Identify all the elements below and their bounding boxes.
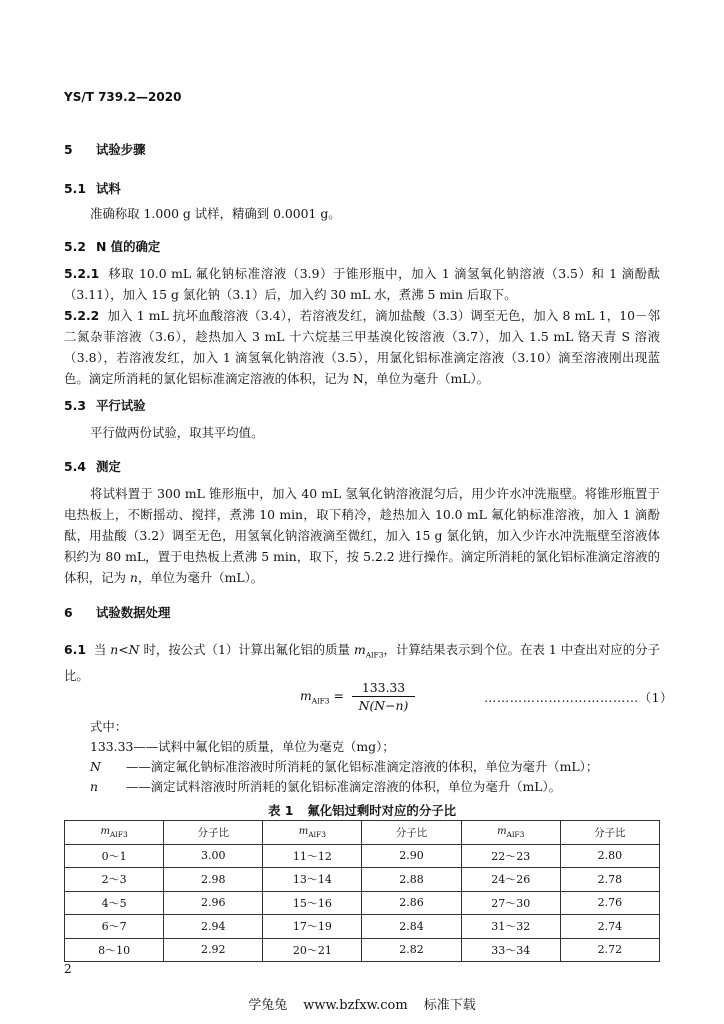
table-cell: 31～32 <box>461 915 560 939</box>
section-number: 5.1 <box>64 181 86 196</box>
ratio-table <box>64 820 660 962</box>
section-number: 6 <box>64 605 73 620</box>
variable-m: m <box>353 642 366 657</box>
header-sub: AlF3 <box>308 830 327 840</box>
table-cell: 3.00 <box>164 844 263 868</box>
table-caption <box>0 801 724 819</box>
denominator-part: ) <box>403 698 409 713</box>
clause-number: 5.2.1 <box>64 266 100 281</box>
definition-row <box>90 777 670 795</box>
table-cell: 2.84 <box>362 915 461 939</box>
table-header-row <box>65 821 660 845</box>
section-number: 5.2 <box>64 239 86 254</box>
equation-number: ………………………………（1） <box>484 690 673 705</box>
definition-desc: ——试料中氟化铝的质量，单位为毫克（mg）； <box>133 739 395 754</box>
denominator-part: N(N− <box>358 698 396 713</box>
clause-number: 5.2.2 <box>64 308 100 323</box>
text-part: 当 <box>93 642 111 657</box>
text-part: ，计算结果表示到个位。在表 1 中查出对应的分子比。 <box>64 642 660 684</box>
col-header-ratio: 分子比 <box>560 821 659 845</box>
text-part: 将试料置于 300 mL 锥形瓶中，加入 40 mL 氢氧化钠溶液混匀后，用少许水冲洗瓶壁。将锥形瓶置于电热板上，不断摇动、搅拌，煮沸 10 min，取下稍冷，趁热加入 10.0 mL 氟化钠标准溶液，加入 1 滴酚酞，用盐酸（3.2）调至无色，用氢氧化钠溶液滴至微红，加入 15 g 氯化钠，加入少许水冲洗瓶壁至溶液体积约为 80 mL，置于电热板上煮沸 5 min，取下，按 5.2.2 进行操作。滴定所消耗的氯化铝标准滴定溶液的体积，记为 <box>64 486 660 585</box>
definition-desc: ——滴定试料溶液时所消耗的氯化铝标准滴定溶液的体积，单位为毫升（mL）。 <box>126 779 562 794</box>
table-cell: 2.78 <box>560 868 659 892</box>
site-name: 学兔兔 <box>248 998 288 1013</box>
subscript: AlF3 <box>365 650 384 660</box>
table-cell: 2.82 <box>362 938 461 962</box>
table-cell: 33～34 <box>461 938 560 962</box>
text-part: 时，按公式（1）计算出氟化铝的质量 <box>139 642 354 657</box>
table-cell: 2.96 <box>164 891 263 915</box>
variable-n: n <box>110 642 119 657</box>
table-cell: 2～3 <box>65 868 164 892</box>
table-cell: 2.72 <box>560 938 659 962</box>
section-title: 测定 <box>96 459 121 474</box>
header-sub: AlF3 <box>109 830 128 840</box>
header-m: m <box>497 826 507 838</box>
section-title: N 值的确定 <box>96 239 161 254</box>
standard-code: YS/T 739.2—2020 <box>64 90 182 104</box>
table-cell: 2.86 <box>362 891 461 915</box>
clause-5-2-2 <box>64 305 660 389</box>
table-cell: 27～30 <box>461 891 560 915</box>
section-6-heading <box>64 603 170 621</box>
table-cell: 2.92 <box>164 938 263 962</box>
section-5-1-heading <box>64 179 121 197</box>
table-row <box>65 891 660 915</box>
definition-symbol: 133.33 <box>90 739 134 754</box>
where-label: 式中： <box>90 719 128 734</box>
less-than: < <box>118 642 129 657</box>
table-cell: 11～12 <box>263 844 362 868</box>
table-cell: 8～10 <box>65 938 164 962</box>
table-cell: 0～1 <box>65 844 164 868</box>
clause-text: 移取 10.0 mL 氟化钠标准溶液（3.9）于锥形瓶中，加入 1 滴氢氧化钠溶液（3.5）和 1 滴酚酞（3.11），加入 15 g 氯化钠（3.1）后，加入约 30 mL 水，煮沸 5 min 后取下。 <box>64 266 660 302</box>
table-cell: 2.94 <box>164 915 263 939</box>
header-m: m <box>298 826 309 838</box>
definition-desc: ——滴定氟化钠标准溶液时所消耗的氯化铝标准滴定溶液的体积，单位为毫升（mL）； <box>126 759 599 774</box>
equals-sign: = <box>329 688 348 703</box>
table-cell: 2.88 <box>362 868 461 892</box>
section-5-3-heading <box>64 396 146 414</box>
table-cell: 2.90 <box>362 844 461 868</box>
table-row <box>65 844 660 868</box>
section-5-4-heading <box>64 457 121 475</box>
table-row <box>65 868 660 892</box>
col-header-ratio: 分子比 <box>362 821 461 845</box>
table-cell: 24～26 <box>461 868 560 892</box>
table-cell: 2.74 <box>560 915 659 939</box>
section-5-3-text: 平行做两份试验，取其平均值。 <box>90 425 264 440</box>
site-slogan: 标准下载 <box>423 998 476 1013</box>
formula-lhs: m <box>300 688 312 703</box>
variable-n: n <box>129 570 138 585</box>
header-sub: AlF3 <box>506 830 525 840</box>
table-cell: 2.98 <box>164 868 263 892</box>
table-title: 氟化铝过剩时对应的分子比 <box>307 803 456 818</box>
clause-5-2-1 <box>64 263 660 305</box>
table-number: 表 1 <box>267 803 294 818</box>
formula-1 <box>300 680 415 713</box>
table-row <box>65 915 660 939</box>
section-5-heading <box>64 140 146 158</box>
table-cell: 2.76 <box>560 891 659 915</box>
section-number: 5.3 <box>64 398 86 413</box>
section-5-1-text: 准确称取 1.000 g 试样，精确到 0.0001 g。 <box>90 206 341 221</box>
footer-watermark <box>0 994 724 1013</box>
section-title: 试料 <box>96 181 121 196</box>
definition-symbol: n <box>90 779 98 794</box>
text-part: ，单位为毫升（mL）。 <box>137 570 264 585</box>
table-cell: 13～14 <box>263 868 362 892</box>
site-url[interactable]: www.bzfxw.com <box>303 998 408 1013</box>
definition-row <box>90 737 670 755</box>
clause-number: 6.1 <box>64 642 86 657</box>
clause-text: 加入 1 mL 抗坏血酸溶液（3.4），若溶液发红，滴加盐酸（3.3）调至无色，加入 8 mL 1，10－邻二氮杂菲溶液（3.6），趁热加入 3 mL 十六烷基三甲基溴化铵溶液（3.7），加入 1.5 mL 铬天青 S 溶液（3.8），若溶液发红，加入 1 滴氢氧化钠溶液（3.5），用氯化铝标准滴定溶液（3.10）滴至溶液刚出现蓝色。滴定所消耗的氯化铝标准滴定溶液的体积，记为 N，单位为毫升（mL）。 <box>64 308 660 386</box>
section-number: 5 <box>64 142 73 157</box>
variable-n: n <box>395 698 404 713</box>
col-header-mass <box>461 821 560 845</box>
formula-subscript: AlF3 <box>311 696 330 706</box>
col-header-mass <box>65 821 164 845</box>
table-cell: 2.80 <box>560 844 659 868</box>
col-header-ratio: 分子比 <box>164 821 263 845</box>
fraction <box>352 680 415 713</box>
section-5-2-heading <box>64 237 160 255</box>
table-cell: 15～16 <box>263 891 362 915</box>
page-number: 2 <box>64 962 72 976</box>
table-cell: 17～19 <box>263 915 362 939</box>
variable-N: N <box>128 642 140 657</box>
denominator <box>352 697 415 713</box>
section-title: 试验步骤 <box>96 142 146 157</box>
section-5-4-text <box>64 483 660 588</box>
section-title: 试验数据处理 <box>96 605 171 620</box>
table-cell: 20～21 <box>263 938 362 962</box>
table-row <box>65 938 660 962</box>
definition-symbol: N <box>90 759 101 774</box>
section-number: 5.4 <box>64 459 86 474</box>
table-cell: 22～23 <box>461 844 560 868</box>
section-title: 平行试验 <box>96 398 146 413</box>
definition-row <box>90 757 670 775</box>
numerator: 133.33 <box>352 680 415 697</box>
header-m: m <box>100 826 110 838</box>
table-cell: 4～5 <box>65 891 164 915</box>
col-header-mass <box>263 821 362 845</box>
table-cell: 6～7 <box>65 915 164 939</box>
